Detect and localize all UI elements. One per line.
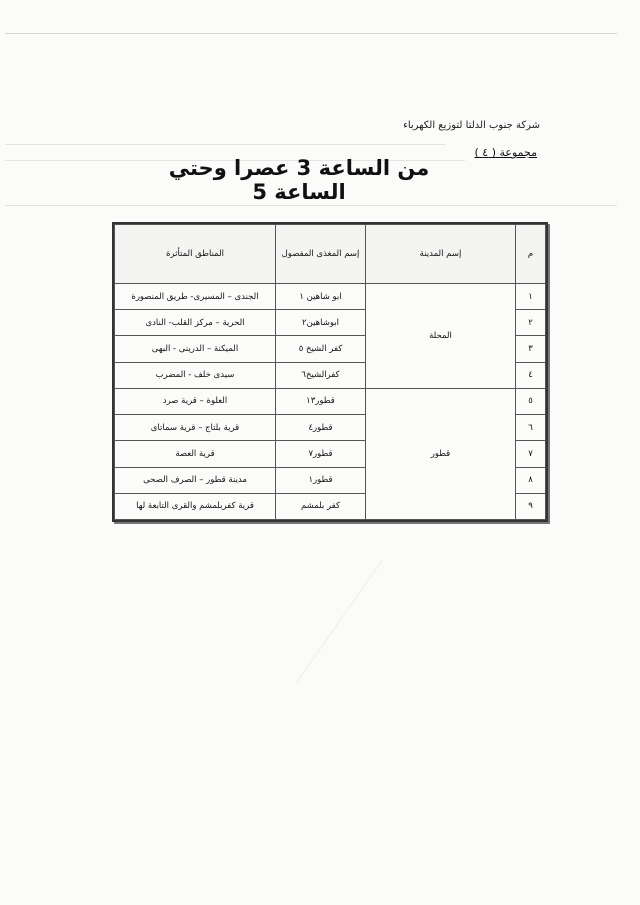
table-row <box>115 388 546 414</box>
feeder-cell: ابو شاهين ١ <box>276 284 366 310</box>
header-city: إسم المدينة <box>366 225 516 284</box>
row-num: ١ <box>516 284 546 310</box>
group-label: مجموعة ( ٤ ) <box>474 146 537 159</box>
areas-cell: الحرية – مركز القلب- النادى <box>115 310 276 336</box>
faint-watermark <box>297 559 384 682</box>
areas-cell: قرية بلتاج – قرية سماتاى <box>115 415 276 441</box>
table-header-row <box>115 225 546 284</box>
row-num: ٨ <box>516 467 546 493</box>
feeder-cell: قطور٧ <box>276 441 366 467</box>
header-areas: المناطق المتأثرة <box>115 225 276 284</box>
header-feeder: إسم المغذى المفصول <box>276 225 366 284</box>
schedule-table <box>112 222 548 522</box>
areas-cell: قرية كفربلمشم والقرى التابعة لها <box>115 493 276 519</box>
feeder-cell: ابوشاهين٢ <box>276 310 366 336</box>
areas-cell: قرية العصة <box>115 441 276 467</box>
areas-cell: مدينة قطور – الصرف الصحى <box>115 467 276 493</box>
areas-cell: الجندى – المسيرى- طريق المنصورة <box>115 284 276 310</box>
row-num: ٤ <box>516 362 546 388</box>
page-title: من الساعة 3 عصرا وحتي الساعة 5 <box>168 156 430 204</box>
table-row <box>115 284 546 310</box>
feeder-cell: كفر بلمشم <box>276 493 366 519</box>
feeder-cell: قطور١ <box>276 467 366 493</box>
company-name: شركة جنوب الدلتا لتوزيع الكهرباء <box>403 120 540 131</box>
header-num: م <box>516 225 546 284</box>
areas-cell: سيدى خلف - المضرب <box>115 362 276 388</box>
feeder-cell: قطور٤ <box>276 415 366 441</box>
row-num: ٥ <box>516 388 546 414</box>
row-num: ٢ <box>516 310 546 336</box>
city-cell: المحلة <box>366 284 516 389</box>
feeder-cell: قطور١٣ <box>276 388 366 414</box>
row-num: ٩ <box>516 493 546 519</box>
feeder-cell: كفر الشيخ ٥ <box>276 336 366 362</box>
city-cell: قطور <box>366 388 516 519</box>
row-num: ٧ <box>516 441 546 467</box>
row-num: ٣ <box>516 336 546 362</box>
row-num: ٦ <box>516 415 546 441</box>
feeder-cell: كفرالشيخ٦ <box>276 362 366 388</box>
areas-cell: العلوة – قرية صرد <box>115 388 276 414</box>
areas-cell: الميكنة – الدرينى - البهى <box>115 336 276 362</box>
